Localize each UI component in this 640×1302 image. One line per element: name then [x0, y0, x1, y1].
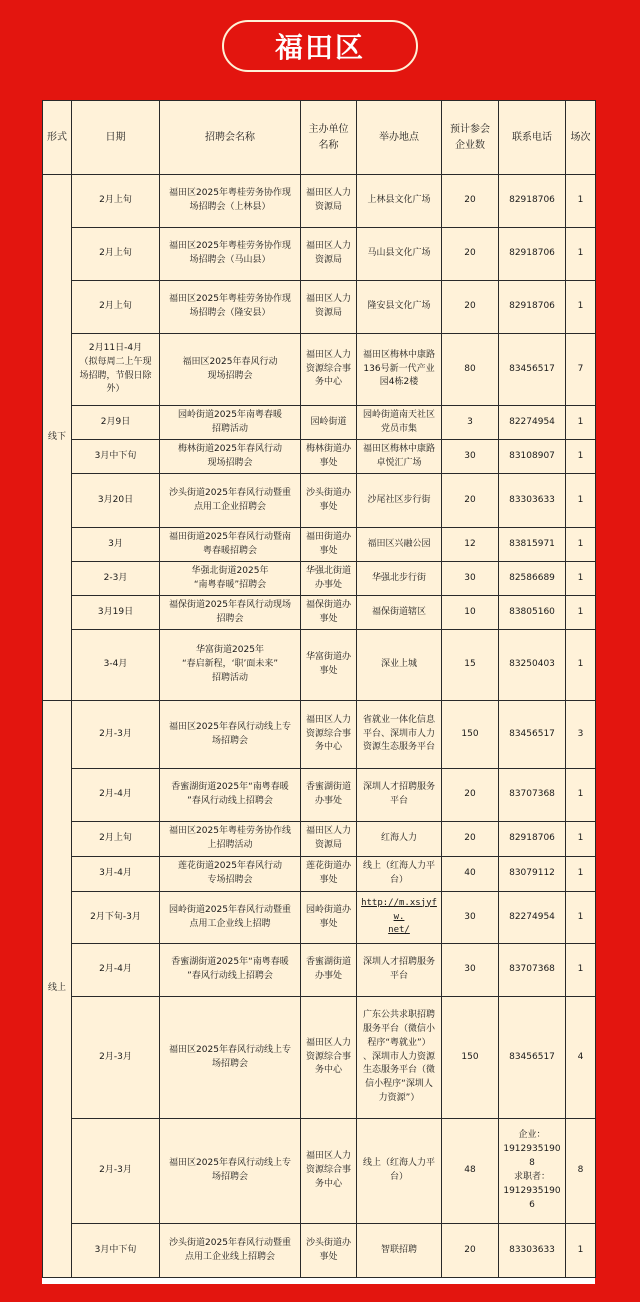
date-cell: 3月-4月: [72, 857, 160, 892]
sessions-cell: 1: [566, 857, 596, 892]
district-title: 福田区: [222, 20, 418, 72]
date-cell: 2月下旬-3月: [72, 892, 160, 944]
host-cell: 福田区人力 资源综合事 务中心: [301, 1119, 357, 1224]
table-row: [43, 892, 596, 944]
venue-cell: 园岭街道南天社区 党员市集: [357, 406, 442, 440]
table-row: [43, 228, 596, 281]
name-cell: 香蜜湖街道2025年“南粤春暖 ”春风行动线上招聘会: [160, 769, 301, 822]
sessions-cell: 1: [566, 596, 596, 630]
venue-cell: 深圳人才招聘服务 平台: [357, 769, 442, 822]
host-cell: 香蜜湖街道 办事处: [301, 944, 357, 997]
host-cell: 园岭街道: [301, 406, 357, 440]
venue-cell: 沙尾社区步行街: [357, 474, 442, 528]
name-cell: 华富街道2025年 “春启新程，‘职’面未来” 招聘活动: [160, 630, 301, 701]
sessions-cell: 1: [566, 822, 596, 857]
companies-cell: 30: [442, 562, 499, 596]
table-row: [43, 630, 596, 701]
column-header-venue: 举办地点: [357, 101, 442, 175]
column-header-format: 形式: [43, 101, 72, 175]
phone-cell: 82918706: [499, 175, 566, 228]
table-row: [43, 281, 596, 334]
table-row: [43, 857, 596, 892]
venue-cell: 深圳人才招聘服务 平台: [357, 944, 442, 997]
host-cell: 福田区人力 资源局: [301, 228, 357, 281]
sessions-cell: 3: [566, 701, 596, 769]
phone-cell: 83456517: [499, 334, 566, 406]
sessions-cell: 1: [566, 281, 596, 334]
companies-cell: 48: [442, 1119, 499, 1224]
companies-cell: 20: [442, 175, 499, 228]
venue-cell[interactable]: http://m.xsjyfw. net/: [357, 892, 442, 944]
sessions-cell: 1: [566, 175, 596, 228]
companies-cell: 150: [442, 997, 499, 1119]
date-cell: 2月上旬: [72, 822, 160, 857]
date-cell: 2月上旬: [72, 228, 160, 281]
venue-cell: 线上（红海人力平 台）: [357, 1119, 442, 1224]
host-cell: 福田区人力 资源局: [301, 822, 357, 857]
host-cell: 沙头街道办 事处: [301, 1224, 357, 1278]
table-row: [43, 440, 596, 474]
phone-cell: 企业： 19129351908 求职者： 19129351906: [499, 1119, 566, 1224]
phone-cell: 83456517: [499, 997, 566, 1119]
venue-cell: 福田区梅林中康路 卓悦汇广场: [357, 440, 442, 474]
companies-cell: 20: [442, 228, 499, 281]
host-cell: 香蜜湖街道 办事处: [301, 769, 357, 822]
table-row: [43, 596, 596, 630]
companies-cell: 30: [442, 892, 499, 944]
venue-cell: 福田区梅林中康路 136号新一代产业 园4栋2楼: [357, 334, 442, 406]
date-cell: 2月9日: [72, 406, 160, 440]
date-cell: 2月11日-4月 （拟每周二上午现 场招聘，节假日除 外）: [72, 334, 160, 406]
date-cell: 2月上旬: [72, 281, 160, 334]
companies-cell: 30: [442, 944, 499, 997]
host-cell: 莲花街道办 事处: [301, 857, 357, 892]
host-cell: 华富街道办 事处: [301, 630, 357, 701]
companies-cell: 20: [442, 769, 499, 822]
venue-cell: 省就业一体化信息 平台、深圳市人力 资源生态服务平台: [357, 701, 442, 769]
companies-cell: 20: [442, 1224, 499, 1278]
name-cell: 福田区2025年粤桂劳务协作现 场招聘会（上林县）: [160, 175, 301, 228]
phone-cell: 83303633: [499, 1224, 566, 1278]
date-cell: 3-4月: [72, 630, 160, 701]
host-cell: 福保街道办 事处: [301, 596, 357, 630]
date-cell: 2月-4月: [72, 944, 160, 997]
date-cell: 3月: [72, 528, 160, 562]
sessions-cell: 1: [566, 892, 596, 944]
name-cell: 沙头街道2025年春风行动暨重 点用工企业招聘会: [160, 474, 301, 528]
date-cell: 2月上旬: [72, 175, 160, 228]
companies-cell: 15: [442, 630, 499, 701]
host-cell: 福田区人力 资源综合事 务中心: [301, 334, 357, 406]
venue-cell: 福田区兴融公园: [357, 528, 442, 562]
table-row: [43, 175, 596, 228]
host-cell: 福田区人力 资源局: [301, 281, 357, 334]
phone-cell: 82274954: [499, 892, 566, 944]
phone-cell: 82918706: [499, 228, 566, 281]
sessions-cell: 1: [566, 528, 596, 562]
sessions-cell: 4: [566, 997, 596, 1119]
companies-cell: 12: [442, 528, 499, 562]
column-header-host: 主办单位 名称: [301, 101, 357, 175]
date-cell: 2月-4月: [72, 769, 160, 822]
companies-cell: 20: [442, 281, 499, 334]
table-header-row: [43, 101, 596, 175]
companies-cell: 20: [442, 822, 499, 857]
venue-cell: 福保街道辖区: [357, 596, 442, 630]
name-cell: 福田区2025年春风行动 现场招聘会: [160, 334, 301, 406]
name-cell: 福田区2025年春风行动线上专 场招聘会: [160, 701, 301, 769]
name-cell: 香蜜湖街道2025年“南粤春暖 ”春风行动线上招聘会: [160, 944, 301, 997]
format-group-label: 线下: [43, 175, 72, 701]
companies-cell: 80: [442, 334, 499, 406]
name-cell: 华强北街道2025年 “南粤春暖”招聘会: [160, 562, 301, 596]
column-header-phone: 联系电话: [499, 101, 566, 175]
venue-cell: 马山县文化广场: [357, 228, 442, 281]
venue-cell: 深业上城: [357, 630, 442, 701]
table-row: [43, 822, 596, 857]
sessions-cell: 1: [566, 406, 596, 440]
venue-cell: 广东公共求职招聘 服务平台（微信小 程序“粤就业”） 、深圳市人力资源 生态服务平台（微 信小程序“深圳人 力资源”）: [357, 997, 442, 1119]
companies-cell: 40: [442, 857, 499, 892]
companies-cell: 3: [442, 406, 499, 440]
companies-cell: 30: [442, 440, 499, 474]
sessions-cell: 1: [566, 630, 596, 701]
name-cell: 福田区2025年粤桂劳务协作线 上招聘活动: [160, 822, 301, 857]
table-row: [43, 769, 596, 822]
name-cell: 园岭街道2025年南粤春暖 招聘活动: [160, 406, 301, 440]
table-row: [43, 944, 596, 997]
phone-cell: 83707368: [499, 769, 566, 822]
table-row: [43, 1224, 596, 1278]
table-row: [43, 528, 596, 562]
date-cell: 3月19日: [72, 596, 160, 630]
sessions-cell: 8: [566, 1119, 596, 1224]
phone-cell: 82586689: [499, 562, 566, 596]
host-cell: 沙头街道办 事处: [301, 474, 357, 528]
date-cell: 2月-3月: [72, 701, 160, 769]
venue-cell: 线上（红海人力平 台）: [357, 857, 442, 892]
table-row: [43, 1119, 596, 1224]
column-header-companies: 预计参会 企业数: [442, 101, 499, 175]
venue-cell: 智联招聘: [357, 1224, 442, 1278]
table-row: [43, 474, 596, 528]
companies-cell: 150: [442, 701, 499, 769]
venue-cell: 隆安县文化广场: [357, 281, 442, 334]
sessions-cell: 1: [566, 1224, 596, 1278]
phone-cell: 83250403: [499, 630, 566, 701]
table-row: [43, 406, 596, 440]
date-cell: 3月中下旬: [72, 440, 160, 474]
host-cell: 福田街道办 事处: [301, 528, 357, 562]
sessions-cell: 1: [566, 562, 596, 596]
job-fair-table: [42, 100, 596, 1278]
phone-cell: 82918706: [499, 281, 566, 334]
table-row: [43, 334, 596, 406]
host-cell: 福田区人力 资源综合事 务中心: [301, 701, 357, 769]
phone-cell: 83456517: [499, 701, 566, 769]
sessions-cell: 7: [566, 334, 596, 406]
column-header-name: 招聘会名称: [160, 101, 301, 175]
host-cell: 园岭街道办 事处: [301, 892, 357, 944]
sessions-cell: 1: [566, 474, 596, 528]
phone-cell: 82274954: [499, 406, 566, 440]
name-cell: 福田区2025年粤桂劳务协作现 场招聘会（隆安县）: [160, 281, 301, 334]
table-row: [43, 701, 596, 769]
name-cell: 福田街道2025年春风行动暨南 粤春暖招聘会: [160, 528, 301, 562]
date-cell: 3月中下旬: [72, 1224, 160, 1278]
phone-cell: 83707368: [499, 944, 566, 997]
sessions-cell: 1: [566, 769, 596, 822]
phone-cell: 83108907: [499, 440, 566, 474]
column-header-sessions: 场次: [566, 101, 596, 175]
column-header-date: 日期: [72, 101, 160, 175]
host-cell: 梅林街道办 事处: [301, 440, 357, 474]
name-cell: 福田区2025年粤桂劳务协作现 场招聘会（马山县）: [160, 228, 301, 281]
date-cell: 3月20日: [72, 474, 160, 528]
venue-cell: 红海人力: [357, 822, 442, 857]
table-row: [43, 562, 596, 596]
host-cell: 福田区人力 资源综合事 务中心: [301, 997, 357, 1119]
phone-cell: 82918706: [499, 822, 566, 857]
sessions-cell: 1: [566, 440, 596, 474]
name-cell: 沙头街道2025年春风行动暨重 点用工企业线上招聘会: [160, 1224, 301, 1278]
table-row: [43, 997, 596, 1119]
phone-cell: 83303633: [499, 474, 566, 528]
date-cell: 2月-3月: [72, 997, 160, 1119]
venue-cell: 上林县文化广场: [357, 175, 442, 228]
name-cell: 梅林街道2025年春风行动 现场招聘会: [160, 440, 301, 474]
companies-cell: 20: [442, 474, 499, 528]
host-cell: 福田区人力 资源局: [301, 175, 357, 228]
name-cell: 福田区2025年春风行动线上专 场招聘会: [160, 997, 301, 1119]
sessions-cell: 1: [566, 944, 596, 997]
format-group-label: 线上: [43, 701, 72, 1278]
sessions-cell: 1: [566, 228, 596, 281]
phone-cell: 83079112: [499, 857, 566, 892]
venue-cell: 华强北步行街: [357, 562, 442, 596]
companies-cell: 10: [442, 596, 499, 630]
name-cell: 莲花街道2025年春风行动 专场招聘会: [160, 857, 301, 892]
name-cell: 福田区2025年春风行动线上专 场招聘会: [160, 1119, 301, 1224]
date-cell: 2月-3月: [72, 1119, 160, 1224]
phone-cell: 83805160: [499, 596, 566, 630]
name-cell: 园岭街道2025年春风行动暨重 点用工企业线上招聘: [160, 892, 301, 944]
host-cell: 华强北街道 办事处: [301, 562, 357, 596]
name-cell: 福保街道2025年春风行动现场 招聘会: [160, 596, 301, 630]
phone-cell: 83815971: [499, 528, 566, 562]
date-cell: 2-3月: [72, 562, 160, 596]
